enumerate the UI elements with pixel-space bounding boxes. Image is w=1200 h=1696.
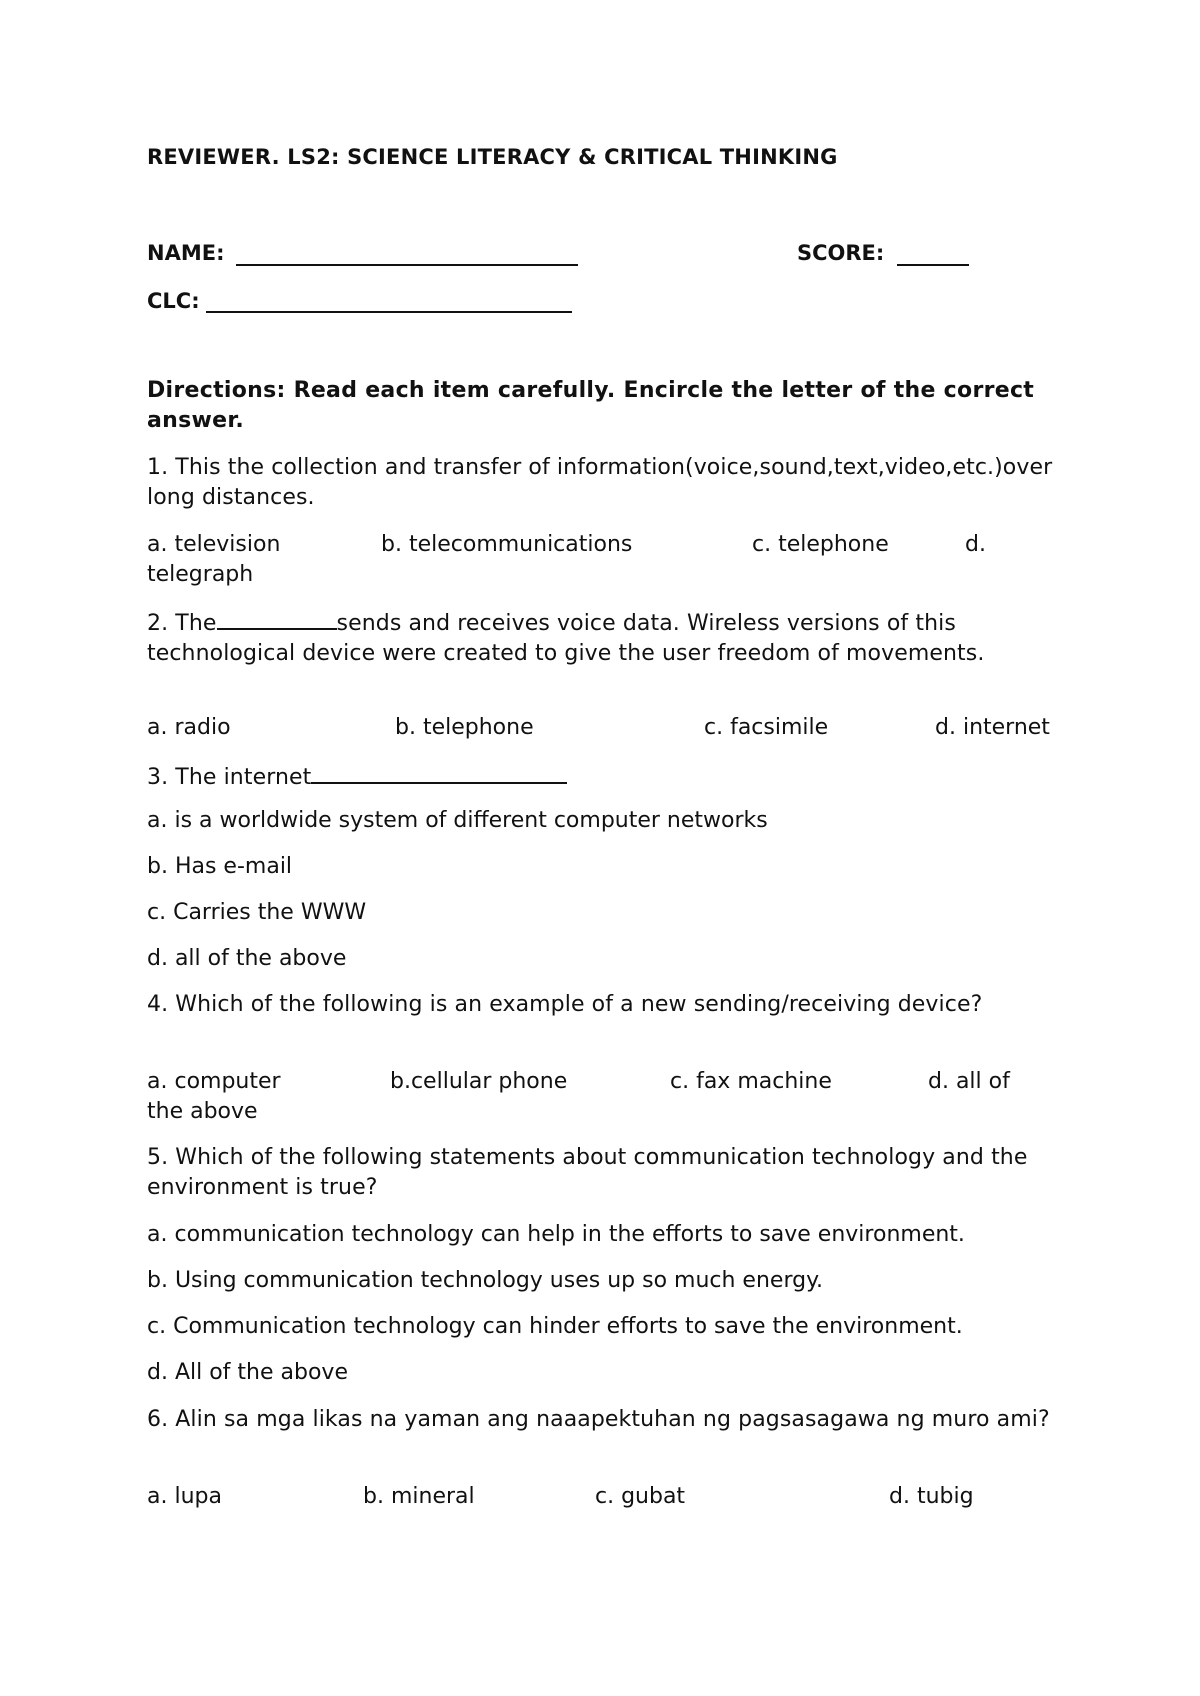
name-label: NAME: [147,241,225,265]
score-label: SCORE: [797,241,885,265]
question-3-stem-text: 3. The internet [147,765,312,790]
question-3-blank [311,760,567,784]
question-2-blank [217,606,337,630]
page-title: REVIEWER. LS2: SCIENCE LITERACY & CRITICAL THINKING [147,145,838,169]
question-1-option-d-letter: d. [965,532,986,557]
question-6-option-a: a. lupa [147,1484,222,1509]
question-1-stem: 1. This the collection and transfer of information(voice,sound,text,video,etc.)over long distances. [147,455,1053,510]
question-2-option-b: b. telephone [395,715,534,740]
question-6-option-b: b. mineral [363,1484,475,1509]
question-4-option-d-letter: d. all of [928,1069,1010,1094]
question-3-option-d: d. all of the above [147,946,347,971]
question-3-option-a: a. is a worldwide system of different computer networks [147,808,768,833]
question-1-option-d-text: telegraph [147,562,254,587]
question-6-option-c: c. gubat [595,1484,686,1509]
directions-text: Directions: Read each item carefully. Encircle the letter of the correct answer. [147,378,1035,433]
name-blank-line [236,264,578,266]
clc-blank-line [206,311,572,313]
question-4-option-b: b.cellular phone [390,1069,568,1094]
question-3-option-c: c. Carries the WWW [147,900,367,925]
question-2-option-d: d. internet [935,715,1050,740]
question-5-option-a: a. communication technology can help in the efforts to save environment. [147,1222,965,1247]
question-2-stem-end: sends and receives voice data. Wireless versions of this technological device were created to give the user freedom of movements. [147,611,985,666]
question-4-option-d-text: the above [147,1099,258,1124]
question-4-option-a: a. computer [147,1069,281,1094]
question-2-option-a: a. radio [147,715,231,740]
question-4-stem: 4. Which of the following is an example of a new sending/receiving device? [147,992,983,1017]
question-3-option-b: b. Has e-mail [147,854,293,879]
question-5-option-c: c. Communication technology can hinder efforts to save the environment. [147,1314,963,1339]
question-4-option-c: c. fax machine [670,1069,832,1094]
clc-label: CLC: [147,289,200,313]
question-3-stem [147,760,1067,793]
question-6-option-d: d. tubig [889,1484,974,1509]
question-2-option-c: c. facsimile [704,715,829,740]
score-blank-line [897,264,969,266]
question-1-option-a: a. television [147,532,281,557]
question-5-option-d: d. All of the above [147,1360,348,1385]
question-1-option-c: c. telephone [752,532,889,557]
question-6-stem: 6. Alin sa mga likas na yaman ang naaapektuhan ng pagsasagawa ng muro ami? [147,1407,1050,1432]
question-5-stem: 5. Which of the following statements about communication technology and the environment is true? [147,1145,1028,1200]
question-5-option-b: b. Using communication technology uses up so much energy. [147,1268,823,1293]
question-1-option-b: b. telecommunications [381,532,633,557]
question-2-stem [147,606,1067,669]
question-2-stem-start: 2. The [147,611,217,636]
